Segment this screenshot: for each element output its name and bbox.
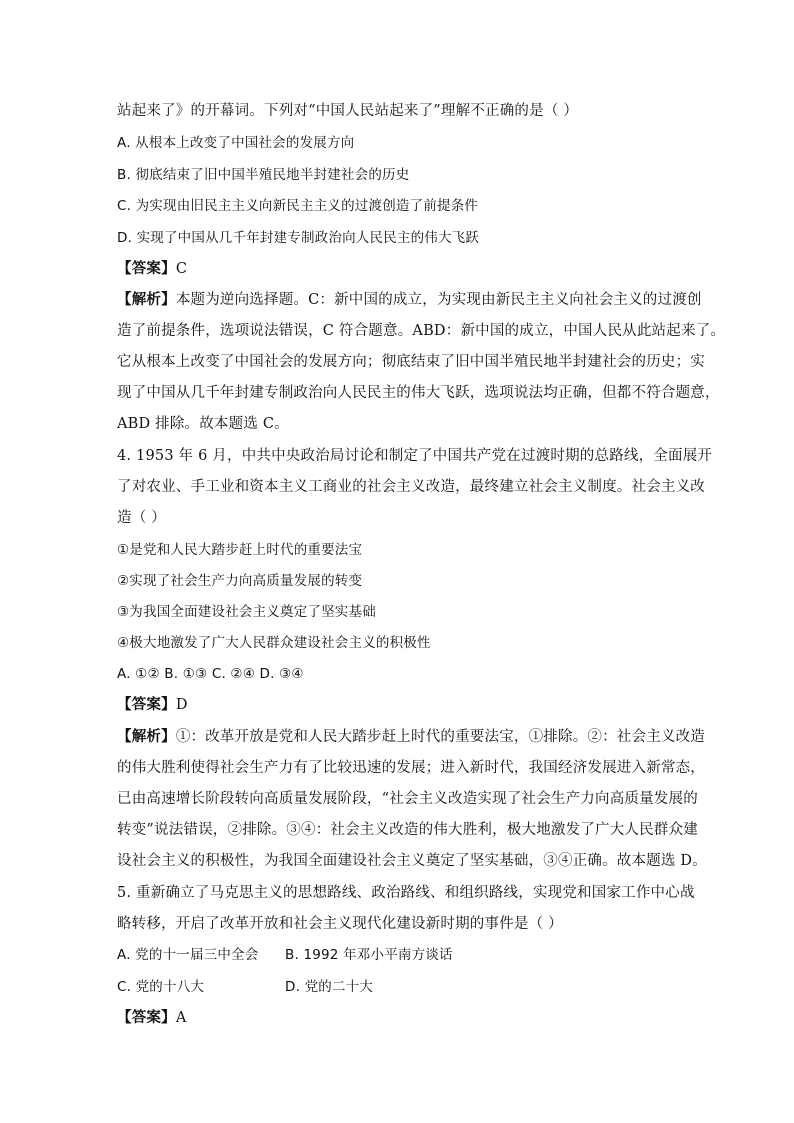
q4-answer <box>117 695 687 715</box>
q4-stem-line-1: 4. 1953 年 6 月，中共中央政治局讨论和制定了中国共产党在过渡时期的总路线，全面展开 <box>117 448 713 464</box>
q4-item-2: ②实现了社会生产力向高质量发展的转变 <box>117 573 363 589</box>
q4-analysis-line-5: 设社会主义的积极性，为我国全面建设社会主义奠定了坚实基础，③④正确。故本题选 D。 <box>117 853 707 869</box>
q4-choices: A. ①② B. ①③ C. ②④ D. ③④ <box>117 666 304 682</box>
q5-stem-line-1: 5. 重新确立了马克思主义的思想路线、政治路线、和组织路线，实现党和国家工作中心战 <box>117 885 695 901</box>
q5-option-b: B. 1992 年邓小平南方谈话 <box>285 947 453 963</box>
q4-analysis-line-3: 已由高速增长阶段转向高质量发展阶段，“社会主义改造实现了社会生产力向高质量发展的 <box>117 791 698 807</box>
q3-option-c: C. 为实现由旧民主主义向新民主主义的过渡创造了前提条件 <box>117 198 479 214</box>
q5-options-row-1 <box>117 945 687 965</box>
answer-tag: 【答案】 <box>117 1009 176 1026</box>
q4-analysis-line-2: 的伟大胜利使得社会生产力有了比较迅速的发展；进入新时代，我国经济发展进入新常态， <box>117 760 705 776</box>
answer-value: D <box>175 697 188 713</box>
q5-options-row-2 <box>117 977 687 997</box>
q4-item-3: ③为我国全面建设社会主义奠定了坚实基础 <box>117 604 376 620</box>
q3-option-b: B. 彻底结束了旧中国半殖民地半封建社会的历史 <box>117 167 410 183</box>
q3-analysis-line-3: 它从根本上改变了中国社会的发展方向；彻底结束了旧中国半殖民地半封建社会的历史；实 <box>117 354 705 370</box>
q5-stem-line-2: 略转移，开启了改革开放和社会主义现代化建设新时期的事件是（ ） <box>117 916 563 932</box>
q4-stem-line-3: 造（ ） <box>117 510 166 526</box>
q5-option-a: A. 党的十一届三中全会 <box>117 947 259 963</box>
q5-option-c: C. 党的十八大 <box>117 979 205 995</box>
q4-stem-line-2: 了对农业、手工业和资本主义工商业的社会主义改造，最终建立社会主义制度。社会主义改 <box>117 479 705 495</box>
q3-analysis-line-4: 现了中国从几千年封建专制政治向人民民主的伟大飞跃，选项说法均正确，但都不符合题意， <box>117 385 720 401</box>
q3-analysis-line-5: ABD 排除。故本题选 C。 <box>117 416 289 432</box>
q4-analysis-line-4: 转变”说法错误，②排除。③④：社会主义改造的伟大胜利，极大地激发了广大人民群众建 <box>117 822 698 838</box>
q4-item-4: ④极大地激发了广大人民群众建设社会主义的积极性 <box>117 635 431 651</box>
q5-option-d: D. 党的二十大 <box>285 979 374 995</box>
answer-tag: 【答案】 <box>117 260 176 277</box>
q5-answer <box>117 1008 687 1028</box>
q4-analysis-line-1 <box>117 727 706 747</box>
analysis-text: ①：改革开放是党和人民大踏步赶上时代的重要法宝，①排除。②：社会主义改造 <box>175 729 706 745</box>
q3-analysis-line-2: 造了前提条件，选项说法错误，C 符合题意。ABD：新中国的成立，中国人民从此站起来了。 <box>117 323 726 339</box>
answer-tag: 【答案】 <box>117 696 176 713</box>
q4-item-1: ①是党和人民大踏步赶上时代的重要法宝 <box>117 542 363 558</box>
q3-stem-tail: 站起来了》的开幕词。下列对“中国人民站起来了”理解不正确的是（ ） <box>117 103 579 119</box>
analysis-tag: 【解析】 <box>117 291 176 308</box>
q3-analysis-line-1 <box>117 290 702 310</box>
analysis-text: 本题为逆向选择题。C：新中国的成立，为实现由新民主主义向社会主义的过渡创 <box>175 292 702 308</box>
q3-option-a: A. 从根本上改变了中国社会的发展方向 <box>117 135 355 151</box>
q3-option-d: D. 实现了中国从几千年封建专制政治向人民民主的伟大飞跃 <box>117 230 480 246</box>
answer-value: C <box>175 261 188 277</box>
answer-value: A <box>175 1010 187 1026</box>
analysis-tag: 【解析】 <box>117 728 176 745</box>
q3-answer <box>117 259 687 279</box>
